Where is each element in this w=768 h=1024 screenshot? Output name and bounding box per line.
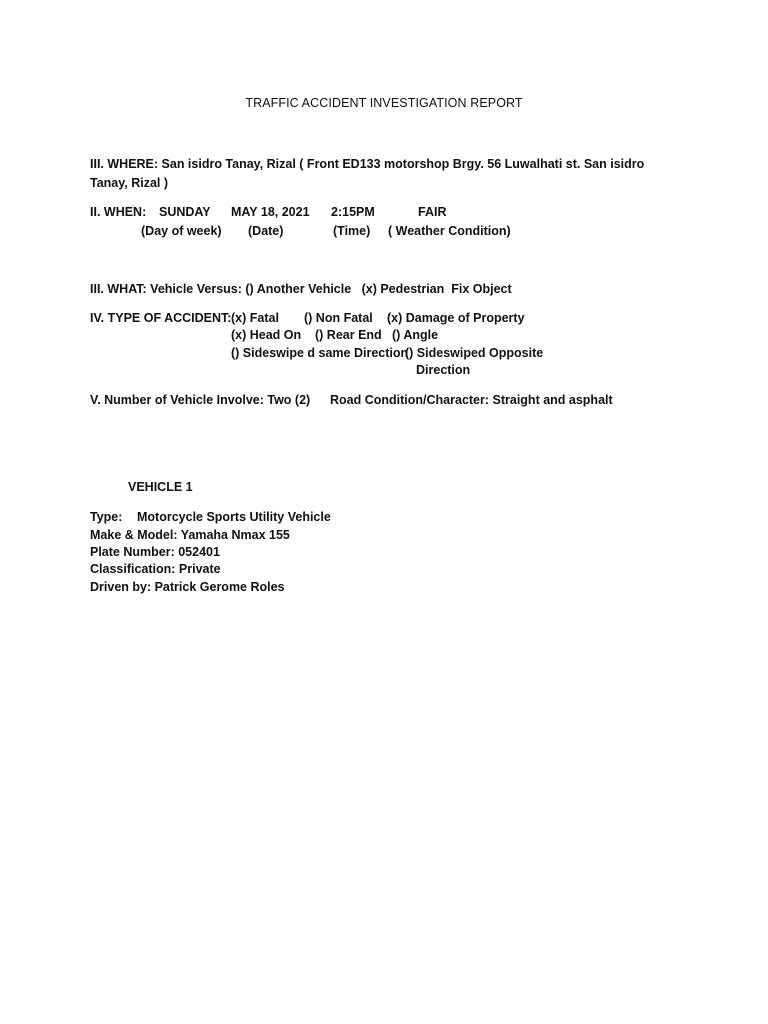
- vehicles-involved: V. Number of Vehicle Involve: Two (2): [90, 393, 311, 407]
- when-date: MAY 18, 2021: [231, 205, 310, 219]
- type-non-fatal: () Non Fatal: [304, 311, 373, 325]
- vehicle1-driven-by: Driven by: Patrick Gerome Roles: [90, 580, 285, 594]
- type-sideswipe-opposite-cont: Direction: [416, 363, 471, 377]
- type-rear-end: () Rear End: [315, 328, 382, 342]
- time-caption: (Time): [333, 224, 371, 238]
- type-damage: (x) Damage of Property: [387, 311, 525, 325]
- type-sideswipe-same: () Sideswipe d same Direction: [231, 346, 409, 360]
- when-weather: FAIR: [418, 205, 447, 219]
- type-fatal: (x) Fatal: [231, 311, 279, 325]
- type-angle: () Angle: [392, 328, 439, 342]
- vehicle1-type-label: Type:: [90, 510, 123, 524]
- type-label: IV. TYPE OF ACCIDENT:: [90, 311, 232, 325]
- report-title: TRAFFIC ACCIDENT INVESTIGATION REPORT: [245, 96, 523, 110]
- type-head-on: (x) Head On: [231, 328, 302, 342]
- vehicle1-type-value: Motorcycle Sports Utility Vehicle: [137, 510, 331, 524]
- vehicle1-make-model: Make & Model: Yamaha Nmax 155: [90, 528, 290, 542]
- vehicle1-classification: Classification: Private: [90, 562, 221, 576]
- when-label: II. WHEN:: [90, 205, 147, 219]
- weather-caption: ( Weather Condition): [388, 224, 511, 238]
- day-caption: (Day of week): [141, 224, 222, 238]
- road-condition: Road Condition/Character: Straight and asphalt: [330, 393, 613, 407]
- vehicle1-heading: VEHICLE 1: [128, 480, 193, 494]
- where-line: III. WHERE: San isidro Tanay, Rizal ( Front ED133 motorshop Brgy. 56 Luwalhati st. San isidro Tanay, Rizal ): [90, 157, 645, 190]
- date-caption: (Date): [248, 224, 284, 238]
- type-sideswipe-opposite: () Sideswiped Opposite: [405, 346, 544, 360]
- what-line: III. WHAT: Vehicle Versus: () Another Vehicle (x) Pedestrian Fix Object: [90, 282, 512, 296]
- when-day: SUNDAY: [159, 205, 211, 219]
- when-time: 2:15PM: [331, 205, 375, 219]
- vehicle1-plate: Plate Number: 052401: [90, 545, 220, 559]
